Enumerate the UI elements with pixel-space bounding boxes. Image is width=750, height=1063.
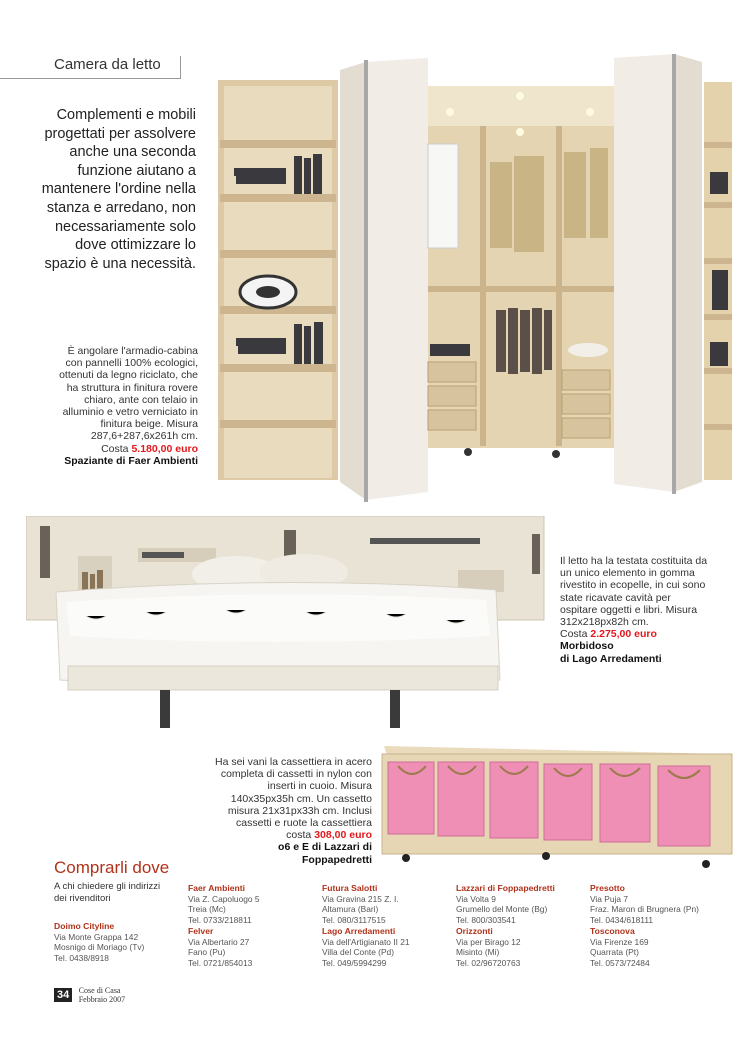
shop-entry: Futura Salotti Via Gravina 215 Z. I. Altamura (Bari) Tel. 080/3117515: [322, 883, 399, 925]
bed-price: 2.275,00 euro: [590, 628, 657, 641]
wardrobe-description: È angolare l'armadio-cabina con pannelli 100% ecologici, ottenuti da legno riciclato, che ha struttura in finitura rovere chiaro, ante con telaio in alluminio e vetro verniciato in finitura beige. Misura 287,6+287,6x261h cm.: [59, 345, 198, 443]
page-number: 34: [54, 988, 72, 1002]
section-title: Camera da letto: [54, 56, 161, 73]
bed-photo: [26, 516, 546, 734]
bed-cost-label: Costa: [560, 628, 588, 641]
bed-caption: [560, 555, 710, 665]
shop-entry: Tosconova Via Firenze 169 Quarrata (Pt) Tel. 0573/72484: [590, 926, 650, 968]
magazine-issue: Febbraio 2007: [78, 995, 126, 1004]
wardrobe-price: 5.180,00 euro: [131, 442, 198, 455]
where-to-buy-subtitle: A chi chiedere gli indirizzi dei rivenditori: [54, 881, 161, 904]
drawers-price: 308,00 euro: [314, 829, 372, 842]
magazine-name: Cose di Casa: [78, 986, 121, 995]
bed-description: Il letto ha la testata costituita da un unico elemento in gomma rivestito in ecopelle, in cui sono state ricavate cavità per ospitare oggetti e libri. Misura 312x218px82h cm.: [560, 555, 708, 629]
shop-entry: Orizzonti Via per Birago 12 Misinto (Mi) Tel. 02/96720763: [456, 926, 521, 968]
section-tab: [48, 56, 181, 79]
page-folio: [54, 986, 125, 1004]
shop-entry: Presotto Via Puja 7 Fraz. Maron di Brugnera (Pn) Tel. 0434/618111: [590, 883, 699, 925]
shop-entry: Doimo Cityline Via Monte Grappa 142 Mosnigo di Moriago (Tv) Tel. 0438/8918: [54, 921, 145, 963]
bed-product-name: Morbidoso: [560, 640, 614, 653]
wardrobe-caption: [54, 345, 198, 467]
magazine-info: [79, 986, 125, 1004]
shop-entry: Faer Ambienti Via Z. Capoluogo 5 Treia (Mc) Tel. 0733/218811: [188, 883, 260, 925]
where-to-buy-title: Comprarli dove: [54, 858, 170, 877]
shop-entry: Lazzari di Foppapedretti Via Volta 9 Grumello del Monte (Bg) Tel. 800/303541: [456, 883, 555, 925]
drawer-unit-photo: [376, 736, 736, 870]
intro-text: Complementi e mobili progettati per assolvere anche una seconda funzione aiutano a mantenere l'ordine nella stanza e arredano, non necessariamente solo dove ottimizzare lo spazio è una necessità.: [41, 107, 196, 272]
wardrobe-cost-label: Costa: [101, 442, 129, 455]
drawers-description: Ha sei vani la cassettiera in acero completa di cassetti in nylon con inserti in cuoio. Misura 140x35px35h cm. Un cassetto misura 21x31px33h cm. Inclusi cassetti e ruote la cassettiera costa: [215, 756, 372, 842]
shop-entry: Felver Via Albertario 27 Fano (Pu) Tel. 0721/854013: [188, 926, 253, 968]
header-rule: [0, 78, 48, 79]
wardrobe-product: Spaziante di Faer Ambienti: [64, 454, 198, 467]
bed-product-maker: di Lago Arredamenti: [560, 652, 662, 665]
drawers-product: o6 e E di Lazzari di Foppapedretti: [278, 841, 372, 866]
shop-entry: Lago Arredamenti Via dell'Artigianato II 21 Villa del Conte (Pd) Tel. 049/5994299: [322, 926, 410, 968]
drawers-caption: [210, 756, 372, 866]
wardrobe-photo: [214, 52, 732, 504]
